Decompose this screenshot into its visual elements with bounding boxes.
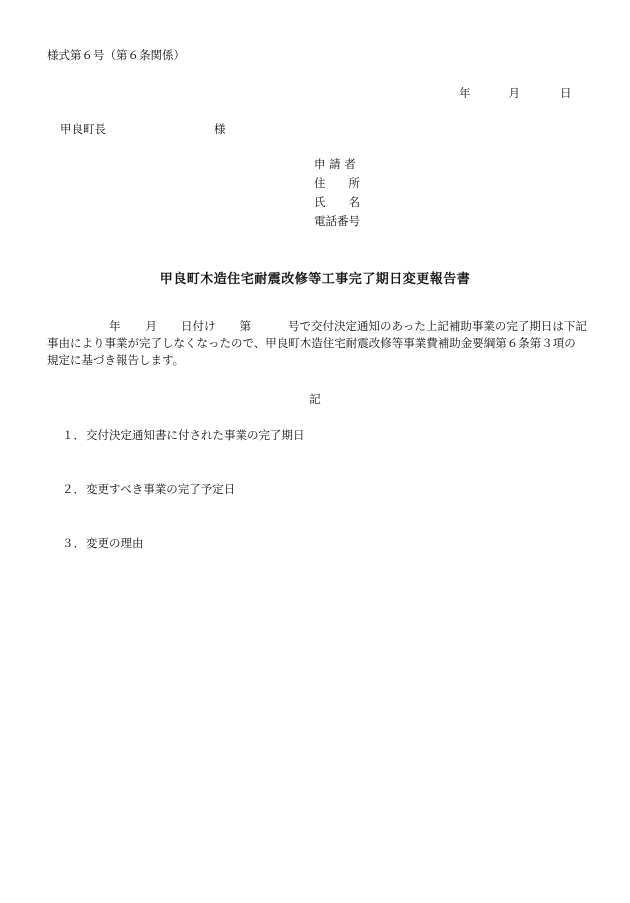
list-item [62, 427, 305, 443]
list-item [62, 535, 144, 551]
addressee-name: 甲良町長 [60, 122, 106, 136]
applicant-header: 申 請 者 [314, 157, 356, 171]
item-number: ３． [62, 536, 85, 550]
applicant-name-label: 氏 名 [314, 195, 360, 209]
addressee [60, 121, 226, 137]
item-number: １． [62, 428, 85, 442]
item-number: ２． [62, 482, 85, 496]
date-year: 年 [459, 86, 471, 100]
applicant-phone-label: 電話番号 [314, 214, 360, 228]
item-label: 変更すべき事業の完了予定日 [86, 482, 236, 496]
body-line1-rest: 号で交付決定通知のあった上記補助事業の完了 [288, 319, 530, 333]
list-item [62, 481, 235, 497]
ki-heading: 記 [309, 392, 321, 406]
form-number-label: 様式第６号（第６条関係） [47, 48, 185, 62]
body-rest: 期日は下記事由により事業が完了しなくなったので、甲良町木造住宅耐震改修等事業費補助金要綱第６条第３項の規定に基づき報告します。 [47, 319, 587, 367]
body-paragraph [47, 318, 587, 369]
date-day: 日 [560, 86, 572, 100]
date-line [459, 85, 572, 101]
body-dated: 日付け [181, 319, 216, 333]
applicant-block [314, 155, 360, 231]
item-label: 変更の理由 [86, 536, 144, 550]
body-year: 年 [109, 319, 121, 333]
item-label: 交付決定通知書に付された事業の完了期日 [86, 428, 305, 442]
body-dai: 第 [239, 319, 251, 333]
applicant-address-label: 住 所 [314, 176, 360, 190]
document-title: 甲良町木造住宅耐震改修等工事完了期日変更報告書 [159, 272, 471, 287]
body-month: 月 [145, 319, 157, 333]
date-month: 月 [508, 86, 520, 100]
addressee-honorific: 様 [214, 122, 226, 136]
